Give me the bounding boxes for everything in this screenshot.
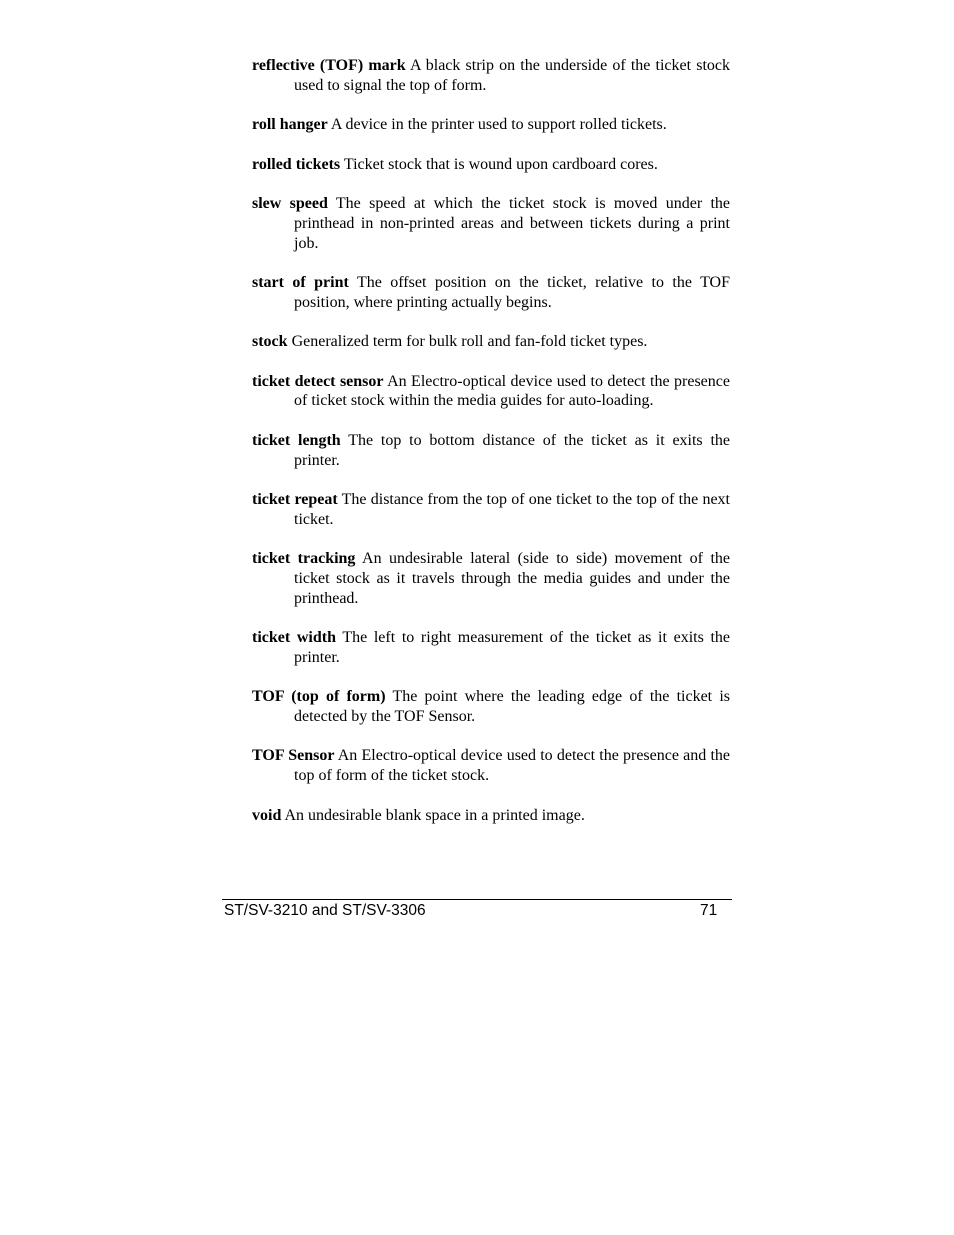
glossary-entry — [252, 194, 730, 253]
glossary-definition: The left to right measurement of the ticket as it exits the printer. — [294, 629, 730, 666]
glossary-definition: The offset position on the ticket, relative to the TOF position, where printing actually begins. — [294, 273, 731, 311]
glossary-definition: An Electro-optical device used to detect the presence of ticket stock within the media guides for auto-loading. — [294, 372, 730, 410]
footer-document-title: ST/SV-3210 and ST/SV-3306 — [224, 902, 426, 919]
footer-page-number: 71 — [700, 902, 718, 919]
glossary-entry — [252, 628, 730, 668]
glossary-definition: The speed at which the ticket stock is moved under the printhead in non-printed areas and between tickets during a print job. — [294, 194, 730, 252]
glossary-entry — [252, 687, 730, 727]
glossary-term: ticket width — [252, 629, 336, 647]
glossary-entry — [252, 56, 730, 96]
glossary-definition: Generalized term for bulk roll and fan-fold ticket types. — [291, 333, 648, 351]
glossary-term: stock — [252, 333, 288, 351]
glossary-definition: Ticket stock that is wound upon cardboard cores. — [343, 155, 658, 173]
page-footer — [222, 899, 732, 919]
glossary-entry — [252, 273, 730, 313]
glossary-entry — [252, 332, 730, 352]
glossary-term: TOF Sensor — [252, 747, 335, 765]
glossary-definition: The point where the leading edge of the ticket is detected by the TOF Sensor. — [294, 688, 730, 726]
glossary-definition: An undesirable blank space in a printed image. — [284, 806, 585, 824]
glossary-entry — [252, 806, 730, 826]
glossary-definition: A device in the printer used to support rolled tickets. — [330, 116, 667, 134]
glossary-entry — [252, 490, 730, 530]
glossary-term: TOF (top of form) — [252, 688, 386, 706]
glossary-definition: The top to bottom distance of the ticket as it exits the printer. — [294, 431, 731, 469]
glossary-term: roll hanger — [252, 116, 328, 134]
glossary-term: ticket detect sensor — [252, 372, 384, 390]
glossary-term: start of print — [252, 273, 349, 291]
glossary-entry — [252, 746, 730, 786]
glossary-term: ticket length — [252, 431, 341, 449]
glossary-entry — [252, 372, 730, 412]
glossary-entry — [252, 115, 730, 135]
glossary-list — [252, 56, 730, 845]
glossary-term: slew speed — [252, 194, 328, 212]
glossary-entry — [252, 549, 730, 608]
glossary-term: ticket repeat — [252, 490, 338, 508]
glossary-term: ticket tracking — [252, 550, 356, 568]
glossary-term: rolled tickets — [252, 155, 341, 173]
glossary-entry — [252, 431, 730, 471]
glossary-term: reflective (TOF) mark — [252, 57, 406, 74]
glossary-definition: An Electro-optical device used to detect the presence and the top of form of the ticket stock. — [294, 747, 730, 785]
glossary-term: void — [252, 806, 282, 824]
glossary-definition: The distance from the top of one ticket to the top of the next ticket. — [294, 490, 730, 528]
glossary-definition: An undesirable lateral (side to side) movement of the ticket stock as it travels through the media guides and under the printhead. — [294, 550, 730, 607]
glossary-entry — [252, 155, 730, 175]
glossary-definition: A black strip on the underside of the ticket stock used to signal the top of form. — [294, 57, 731, 94]
